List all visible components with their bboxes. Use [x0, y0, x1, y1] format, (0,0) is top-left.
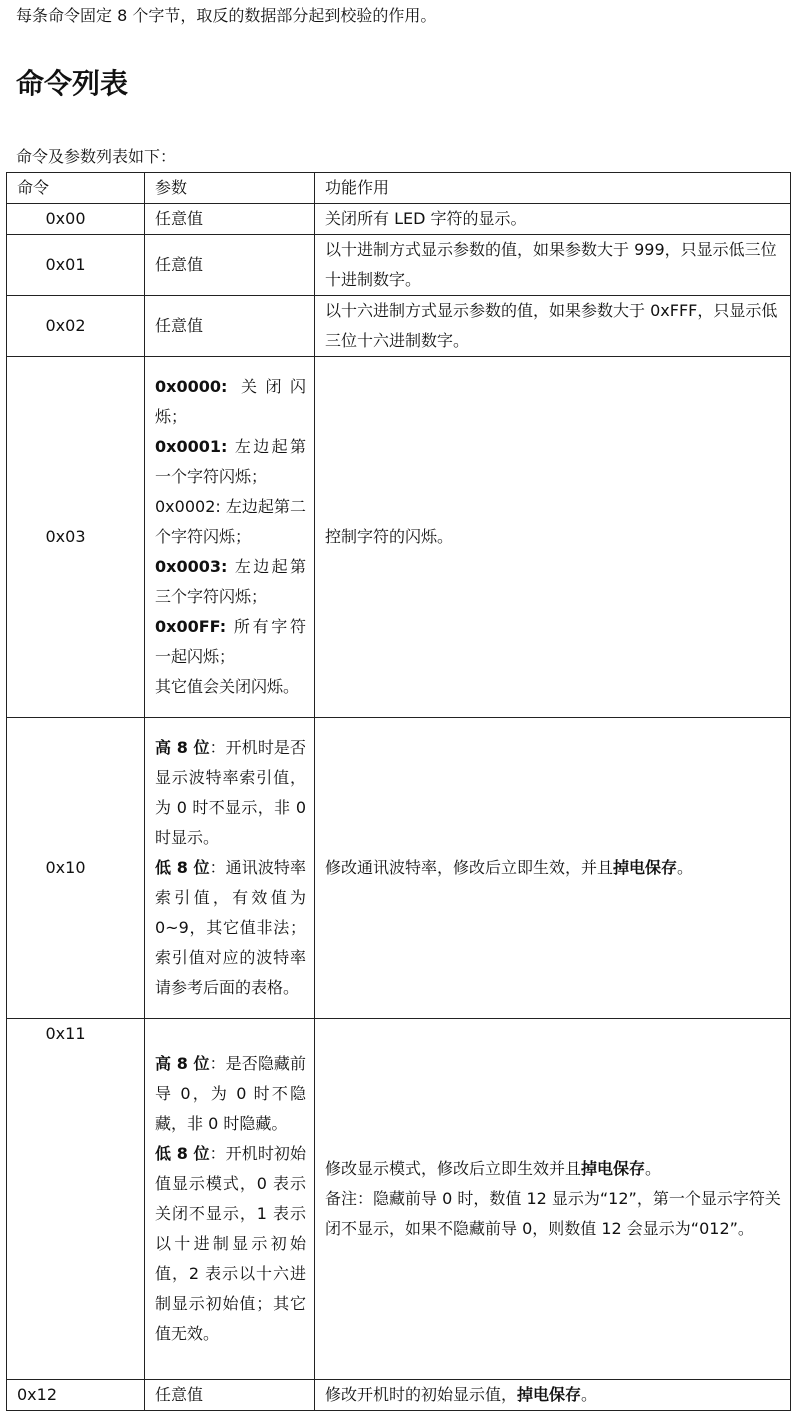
function-cell	[315, 1019, 791, 1380]
param-line	[155, 372, 306, 432]
header-command: 命令	[7, 173, 145, 204]
function-emphasis: 掉电保存	[517, 1385, 582, 1404]
param-line	[155, 552, 306, 612]
parameter-cell	[145, 357, 315, 718]
function-cell: 以十进制方式显示参数的值，如果参数大于 999，只显示低三位十进制数字。	[315, 235, 791, 296]
param-label: 0x0003:	[155, 557, 228, 576]
param-text: ：是否隐藏前导 0，为 0 时不隐藏，非 0 时隐藏。	[155, 1054, 306, 1133]
param-label: 低 8 位	[155, 858, 210, 877]
param-text: 关闭闪烁；	[155, 377, 306, 426]
section-heading: 命令列表	[16, 67, 129, 100]
command-code: 0x03	[7, 357, 145, 718]
table-caption: 命令及参数列表如下：	[16, 147, 177, 166]
table-row	[7, 718, 791, 1019]
param-line	[155, 733, 306, 853]
command-code: 0x01	[7, 235, 145, 296]
param-line	[155, 672, 306, 702]
parameter-cell	[145, 1019, 315, 1380]
parameter-cell	[145, 718, 315, 1019]
function-text: 修改开机时的初始显示值，	[325, 1385, 518, 1404]
parameter-cell: 任意值	[145, 204, 315, 235]
parameter-cell: 任意值	[145, 296, 315, 357]
function-cell: 控制字符的闪烁。	[315, 357, 791, 718]
function-emphasis: 掉电保存	[613, 858, 678, 877]
function-text: 修改显示模式，修改后立即生效并且	[325, 1159, 582, 1178]
param-line	[155, 1139, 306, 1349]
table-row	[7, 296, 791, 357]
param-line	[155, 1049, 306, 1139]
param-text: 左边起第二个字符闪烁；	[155, 497, 306, 546]
param-label: 高 8 位	[155, 738, 210, 757]
param-line	[155, 853, 306, 1003]
table-row	[7, 1019, 791, 1380]
header-function: 功能作用	[315, 173, 791, 204]
param-label: 0x0002:	[155, 497, 221, 516]
table-row	[7, 235, 791, 296]
param-label: 0x0001:	[155, 437, 228, 456]
header-parameter: 参数	[145, 173, 315, 204]
function-emphasis: 掉电保存	[581, 1159, 646, 1178]
command-code: 0x00	[7, 204, 145, 235]
function-note: 备注：隐藏前导 0 时，数值 12 显示为“12”，第一个显示字符关闭不显示，如果不隐藏前导 0，则数值 12 会显示为“012”。	[325, 1189, 781, 1238]
param-text: 其它值会关闭闪烁。	[155, 677, 300, 696]
command-code: 0x02	[7, 296, 145, 357]
param-text: ：开机时是否显示波特率索引值，为 0 时不显示，非 0 时显示。	[155, 738, 306, 847]
table-row	[7, 357, 791, 718]
command-table	[6, 172, 791, 1411]
command-code: 0x10	[7, 718, 145, 1019]
table-row	[7, 204, 791, 235]
command-code: 0x12	[7, 1380, 145, 1411]
param-label: 0x0000:	[155, 377, 228, 396]
parameter-cell: 任意值	[145, 1380, 315, 1411]
param-text: 所有字符一起闪烁；	[155, 617, 306, 666]
param-label: 低 8 位	[155, 1144, 210, 1163]
function-cell: 关闭所有 LED 字符的显示。	[315, 204, 791, 235]
function-cell	[315, 1380, 791, 1411]
param-label: 高 8 位	[155, 1054, 210, 1073]
param-line	[155, 492, 306, 552]
function-text-end: 。	[677, 858, 694, 877]
param-line	[155, 432, 306, 492]
param-text: 左边起第三个字符闪烁；	[155, 557, 306, 606]
parameter-cell: 任意值	[145, 235, 315, 296]
function-cell: 以十六进制方式显示参数的值，如果参数大于 0xFFF，只显示低三位十六进制数字。	[315, 296, 791, 357]
function-text-end: 。	[581, 1385, 598, 1404]
intro-text: 每条命令固定 8 个字节，取反的数据部分起到校验的作用。	[16, 6, 437, 25]
function-text-end: 。	[645, 1159, 662, 1178]
param-line	[155, 612, 306, 672]
table-row	[7, 1380, 791, 1411]
command-code: 0x11	[7, 1019, 145, 1380]
param-label: 0x00FF:	[155, 617, 227, 636]
function-line	[325, 1154, 782, 1184]
function-cell	[315, 718, 791, 1019]
function-text: 修改通讯波特率，修改后立即生效，并且	[325, 858, 614, 877]
param-text: 左边起第一个字符闪烁；	[155, 437, 306, 486]
param-text: ：开机时初始值显示模式，0 表示关闭不显示，1 表示以十进制显示初始值，2 表示以十六进制显示初始值；其它值无效。	[155, 1144, 306, 1343]
param-text: ：通讯波特率索引值，有效值为 0~9，其它值非法；索引值对应的波特率请参考后面的表格。	[155, 858, 306, 997]
table-header-row	[7, 173, 791, 204]
